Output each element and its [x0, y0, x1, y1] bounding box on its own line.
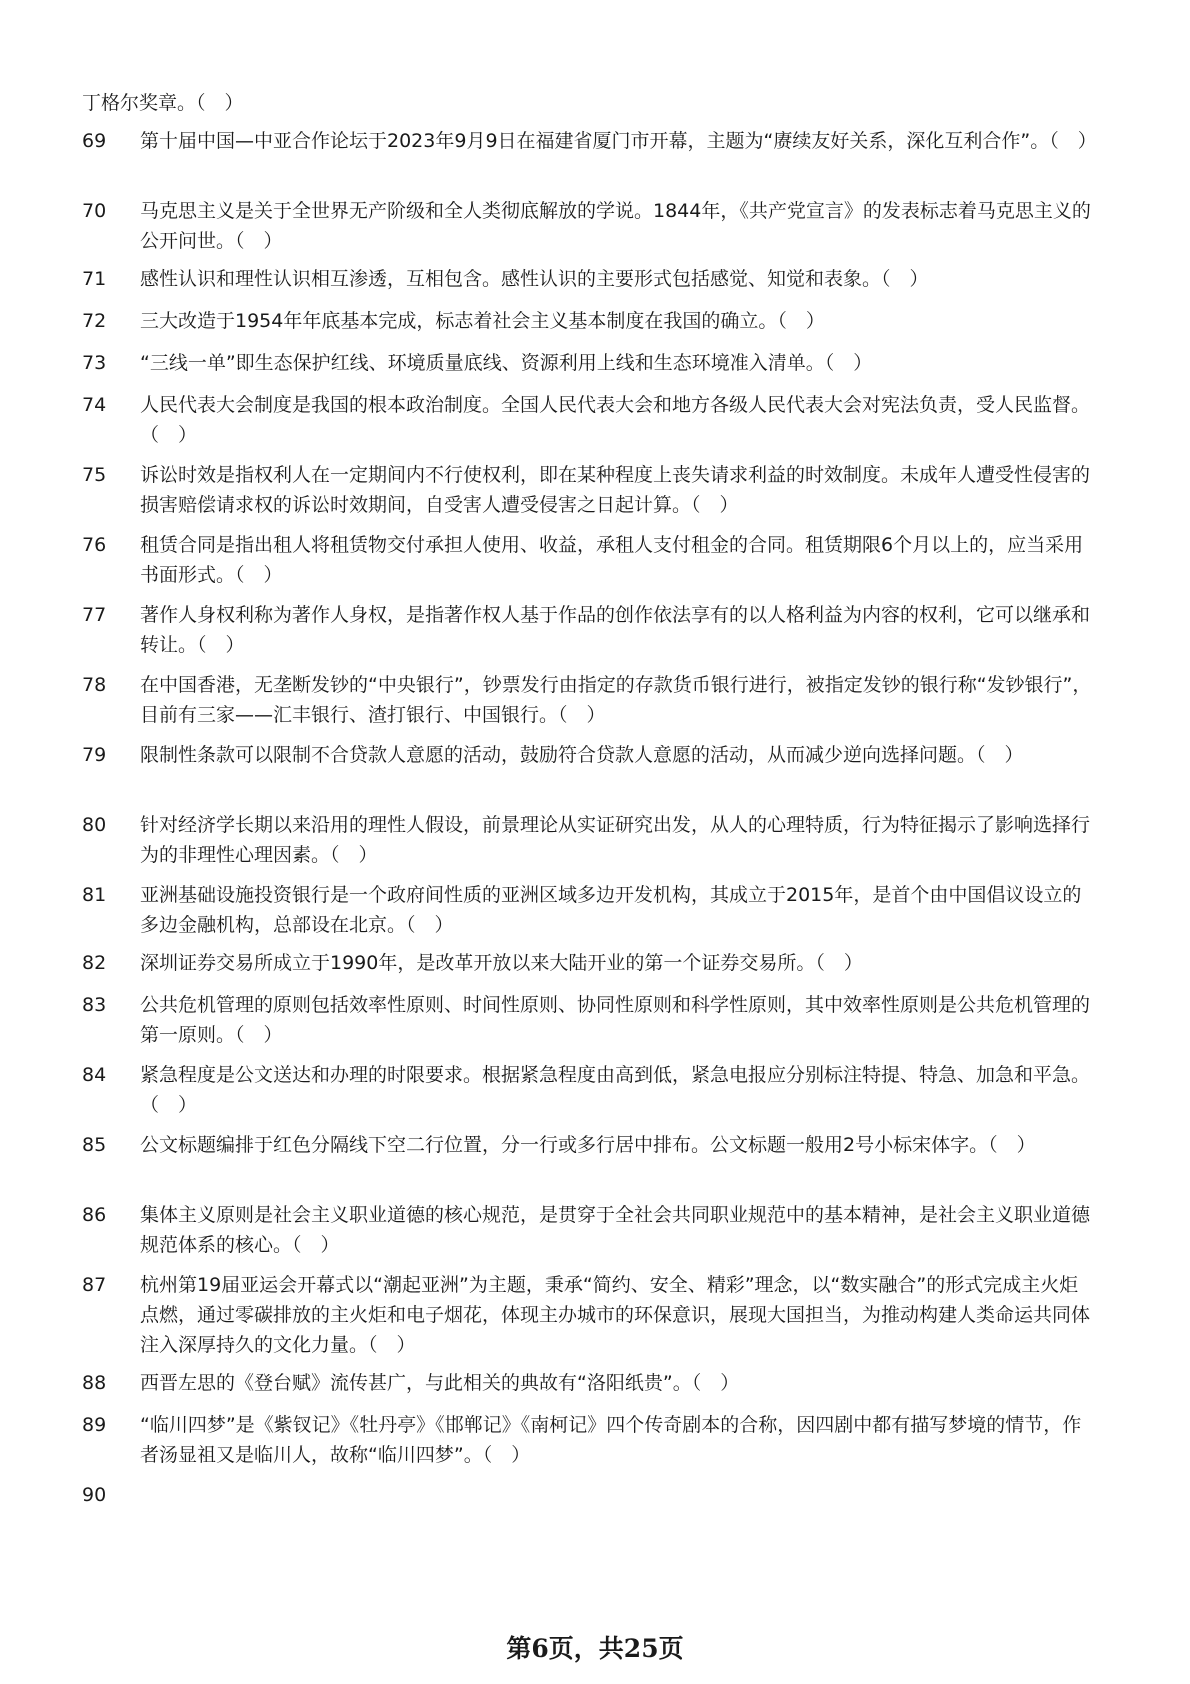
question-number: 78 — [82, 674, 107, 696]
question-number: 76 — [82, 534, 107, 556]
question-text: 人民代表大会制度是我国的根本政治制度。全国人民代表大会和地方各级人民代表大会对宪法负责，受人民监督。（ ） — [140, 394, 1091, 446]
question-number: 86 — [82, 1204, 107, 1226]
question-number: 75 — [82, 464, 107, 486]
question-text: 深圳证券交易所成立于1990年，是改革开放以来大陆开业的第一个证券交易所。（ ） — [140, 952, 863, 974]
question-number: 88 — [82, 1372, 107, 1394]
question-number: 74 — [82, 394, 107, 416]
question-number: 69 — [82, 130, 107, 152]
question-number: 70 — [82, 200, 107, 222]
question-number: 90 — [82, 1484, 107, 1506]
question-text: 著作人身权利称为著作人身权，是指著作权人基于作品的创作依法享有的以人格利益为内容的权利，它可以继承和转让。（ ） — [140, 604, 1091, 656]
question-text: 限制性条款可以限制不合贷款人意愿的活动，鼓励符合贷款人意愿的活动，从而减少逆向选择问题。（ ） — [140, 744, 1024, 766]
question-number: 80 — [82, 814, 107, 836]
question-number: 82 — [82, 952, 107, 974]
question-number: 87 — [82, 1274, 107, 1296]
continued-question-text: 丁格尔奖章。（ ） — [82, 92, 244, 114]
question-text: 公文标题编排于红色分隔线下空二行位置，分一行或多行居中排布。公文标题一般用2号小标宋体字。（ ） — [140, 1134, 1036, 1156]
question-number: 73 — [82, 352, 107, 374]
question-text: 针对经济学长期以来沿用的理性人假设，前景理论从实证研究出发，从人的心理特质，行为特征揭示了影响选择行为的非理性心理因素。（ ） — [140, 814, 1091, 866]
question-text: 集体主义原则是社会主义职业道德的核心规范，是贯穿于全社会共同职业规范中的基本精神，是社会主义职业道德规范体系的核心。（ ） — [140, 1204, 1091, 1256]
question-number: 72 — [82, 310, 107, 332]
question-number: 81 — [82, 884, 107, 906]
question-text: 马克思主义是关于全世界无产阶级和全人类彻底解放的学说。1844年，《共产党宣言》的发表标志着马克思主义的公开问世。（ ） — [140, 200, 1091, 252]
question-text: 租赁合同是指出租人将租赁物交付承担人使用、收益，承租人支付租金的合同。租赁期限6个月以上的，应当采用书面形式。（ ） — [140, 534, 1084, 586]
page-number-footer: 第6页，共25页 — [506, 1634, 684, 1663]
question-text: “临川四梦”是《紫钗记》《牡丹亭》《邯郸记》《南柯记》四个传奇剧本的合称，因四剧中都有描写梦境的情节，作者汤显祖又是临川人，故称“临川四梦”。（ ） — [140, 1414, 1082, 1466]
question-number: 84 — [82, 1064, 107, 1086]
question-text: “三线一单”即生态保护红线、环境质量底线、资源利用上线和生态环境准入清单。（ ） — [140, 352, 873, 374]
question-number: 79 — [82, 744, 107, 766]
question-number: 71 — [82, 268, 107, 290]
question-text: 诉讼时效是指权利人在一定期间内不行使权利，即在某种程度上丧失请求利益的时效制度。未成年人遭受性侵害的损害赔偿请求权的诉讼时效期间，自受害人遭受侵害之日起计算。（ ） — [140, 464, 1091, 516]
question-text: 公共危机管理的原则包括效率性原则、时间性原则、协同性原则和科学性原则，其中效率性原则是公共危机管理的第一原则。（ ） — [140, 994, 1091, 1046]
question-text: 感性认识和理性认识相互渗透，互相包含。感性认识的主要形式包括感觉、知觉和表象。（ ） — [140, 268, 929, 290]
question-number: 89 — [82, 1414, 107, 1436]
question-text: 紧急程度是公文送达和办理的时限要求。根据紧急程度由高到低，紧急电报应分别标注特提、特急、加急和平急。（ ） — [140, 1064, 1091, 1116]
question-text: 三大改造于1954年年底基本完成，标志着社会主义基本制度在我国的确立。（ ） — [140, 310, 825, 332]
question-number: 85 — [82, 1134, 107, 1156]
question-number: 77 — [82, 604, 107, 626]
question-text: 西晋左思的《登台赋》流传甚广，与此相关的典故有“洛阳纸贵”。（ ） — [140, 1372, 740, 1394]
question-text: 亚洲基础设施投资银行是一个政府间性质的亚洲区域多边开发机构，其成立于2015年，是首个由中国倡议设立的多边金融机构，总部设在北京。（ ） — [140, 884, 1082, 936]
question-text: 第十届中国—中亚合作论坛于2023年9月9日在福建省厦门市开幕，主题为“赓续友好关系，深化互利合作”。（ ） — [140, 130, 1097, 152]
question-text: 杭州第19届亚运会开幕式以“潮起亚洲”为主题，秉承“简约、安全、精彩”理念，以“数实融合”的形式完成主火炬点燃，通过零碳排放的主火炬和电子烟花，体现主办城市的环保意识，展现大国担当，为推动构建人类命运共同体注入深厚持久的文化力量。（ ） — [140, 1274, 1091, 1356]
question-number: 83 — [82, 994, 107, 1016]
question-text: 在中国香港，无垄断发钞的“中央银行”，钞票发行由指定的存款货币银行进行，被指定发钞的银行称“发钞银行”，目前有三家——汇丰银行、渣打银行、中国银行。（ ） — [140, 674, 1092, 726]
